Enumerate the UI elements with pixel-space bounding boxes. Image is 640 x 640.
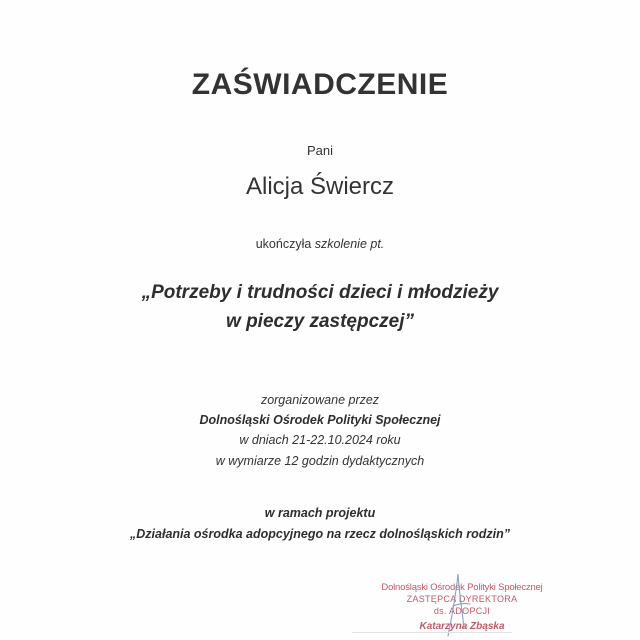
salutation: Pani <box>306 143 334 158</box>
training-dates: w dniach 21-22.10.2024 roku <box>239 433 401 447</box>
stamp-signatory: Katarzyna Zbąska <box>419 621 505 632</box>
stamp-institution: Dolnośląski Ośrodek Polityki Społecznej <box>381 582 543 593</box>
project-intro: w ramach projektu <box>264 506 376 520</box>
completed-statement <box>0 237 640 251</box>
organizer-name: Dolnośląski Ośrodek Polityki Społecznej <box>199 413 441 427</box>
recipient-name: Alicja Świercz <box>245 173 395 200</box>
stamp-position: ZASTĘPCA DYREKTORA <box>406 594 518 604</box>
completed-rest: szkolenie pt. <box>314 237 385 251</box>
course-title-line-2: w pieczy zastępczej” <box>226 311 414 332</box>
completed-verb: ukończyła <box>255 237 312 251</box>
page-edge-divider <box>352 632 512 633</box>
course-title-line-1: „Potrzeby i trudności dzieci i młodzieży <box>141 282 499 303</box>
project-name: „Działania ośrodka adopcyjnego na rzecz dolnośląskich rodzin” <box>130 527 510 541</box>
training-hours: w wymiarze 12 godzin dydaktycznych <box>215 454 425 468</box>
organized-by-label: zorganizowane przez <box>260 393 380 407</box>
certificate-title: ZAŚWIADCZENIE <box>191 68 449 101</box>
stamp-department: ds. ADOPCJI <box>433 606 491 616</box>
